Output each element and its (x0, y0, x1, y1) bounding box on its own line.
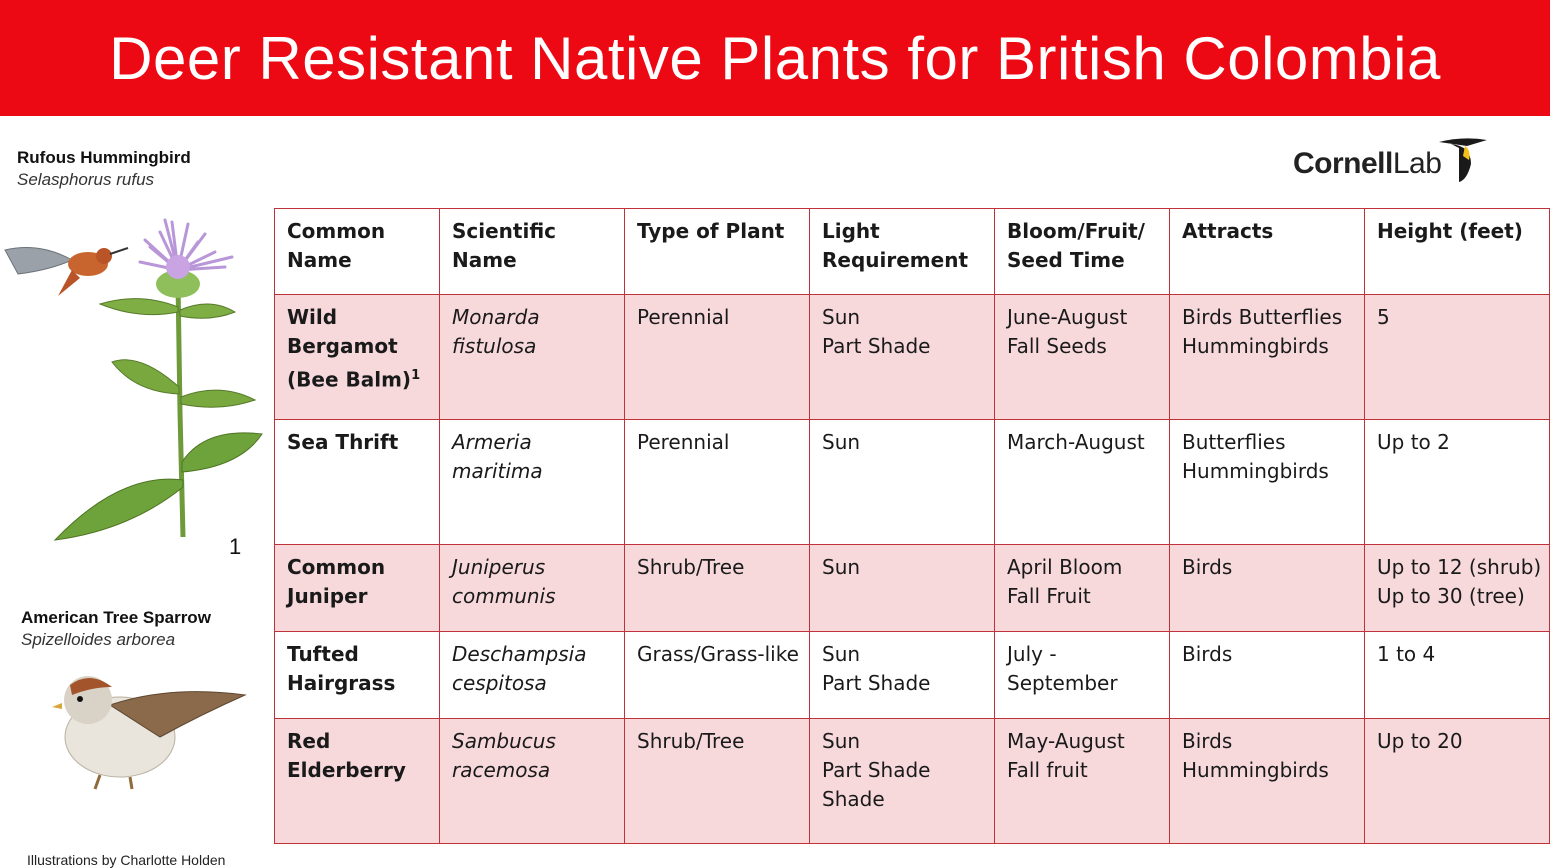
cell-attracts: Birds (1170, 632, 1365, 719)
cell-scientific-name: Juniperus communis (440, 545, 625, 632)
bird2-scientific-name: Spizelloides arborea (21, 630, 176, 649)
cell-height: 5 (1365, 295, 1550, 420)
cell-light: Sun Part Shade Shade (810, 719, 995, 844)
cell-bloom: March-August (995, 420, 1170, 545)
cell-type: Shrub/Tree (625, 545, 810, 632)
cell-scientific-name: Armeria maritima (440, 420, 625, 545)
header-scientific-name: Scientific Name (440, 209, 625, 295)
cell-common-name: Sea Thrift (275, 420, 440, 545)
cornell-bird-icon (1437, 136, 1489, 182)
bird2-caption (21, 608, 211, 650)
table-row (275, 295, 1550, 420)
hummingbird-bergamot-illustration (0, 212, 272, 552)
title-banner (0, 0, 1550, 116)
cell-height: Up to 2 (1365, 420, 1550, 545)
cell-common-name: Wild Bergamot (Bee Balm)$^1$ (275, 295, 440, 420)
cell-common-name: Tufted Hairgrass (275, 632, 440, 719)
cell-bloom: July - September (995, 632, 1170, 719)
cell-type: Perennial (625, 420, 810, 545)
cell-attracts: Birds Hummingbirds (1170, 719, 1365, 844)
header-type-of-plant: Type of Plant (625, 209, 810, 295)
cell-type: Perennial (625, 295, 810, 420)
cell-light: Sun (810, 420, 995, 545)
cell-light: Sun (810, 545, 995, 632)
illustration-credit: Illustrations by Charlotte Holden (27, 852, 226, 868)
bird1-caption (17, 148, 191, 190)
cell-attracts: Birds (1170, 545, 1365, 632)
cell-height: Up to 20 (1365, 719, 1550, 844)
cell-scientific-name: Sambucus racemosa (440, 719, 625, 844)
cell-height: Up to 12 (shrub) Up to 30 (tree) (1365, 545, 1550, 632)
header-height: Height (feet) (1365, 209, 1550, 295)
cell-bloom: May-August Fall fruit (995, 719, 1170, 844)
cell-type: Grass/Grass-like (625, 632, 810, 719)
cell-scientific-name: Deschampsia cespitosa (440, 632, 625, 719)
cell-bloom: April Bloom Fall Fruit (995, 545, 1170, 632)
page-title: Deer Resistant Native Plants for British Colombia (109, 24, 1441, 92)
cell-type: Shrub/Tree (625, 719, 810, 844)
logo-wordmark: CornellLab (1293, 147, 1442, 180)
cornell-lab-logo[interactable] (1293, 140, 1489, 188)
table-row (275, 420, 1550, 545)
cell-light: Sun Part Shade (810, 295, 995, 420)
footnote-marker: 1 (229, 534, 242, 559)
cell-scientific-name: Monarda fistulosa (440, 295, 625, 420)
cell-attracts: Birds Butterflies Hummingbirds (1170, 295, 1365, 420)
header-attracts: Attracts (1170, 209, 1365, 295)
table-row (275, 632, 1550, 719)
table-row (275, 545, 1550, 632)
cell-height: 1 to 4 (1365, 632, 1550, 719)
sparrow-illustration (50, 665, 250, 795)
header-common-name: Common Name (275, 209, 440, 295)
table-header-row (275, 209, 1550, 295)
cell-light: Sun Part Shade (810, 632, 995, 719)
cell-attracts: Butterflies Hummingbirds (1170, 420, 1365, 545)
bird2-common-name: American Tree Sparrow (21, 608, 211, 627)
cell-common-name: Red Elderberry (275, 719, 440, 844)
header-bloom-time: Bloom/Fruit/Seed Time (995, 209, 1170, 295)
table-row (275, 719, 1550, 844)
cell-common-name: Common Juniper (275, 545, 440, 632)
bird1-common-name: Rufous Hummingbird (17, 148, 191, 167)
header-light-requirement: Light Requirement (810, 209, 995, 295)
bird1-scientific-name: Selasphorus rufus (17, 170, 155, 189)
cell-bloom: June-August Fall Seeds (995, 295, 1170, 420)
plants-table (274, 208, 1550, 844)
